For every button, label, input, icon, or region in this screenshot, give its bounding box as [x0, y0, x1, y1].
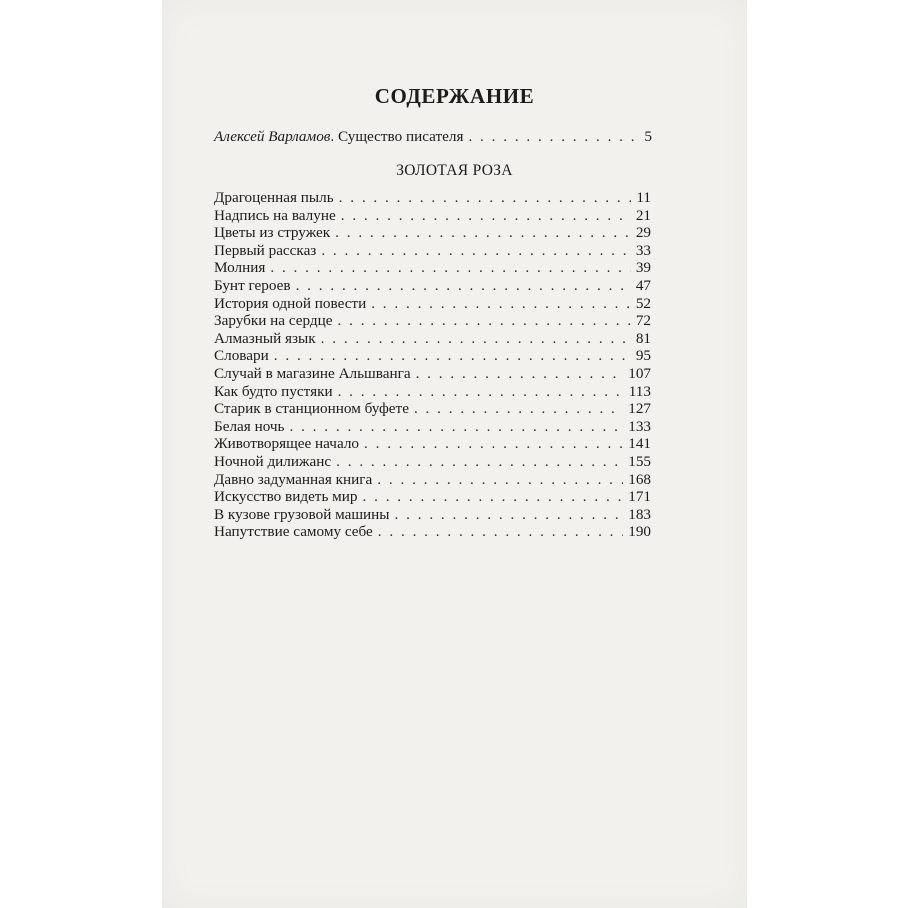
toc-entry-title: Белая ночь	[214, 417, 285, 435]
toc-list	[214, 189, 651, 541]
dot-leader	[289, 418, 623, 435]
toc-entry	[214, 224, 651, 242]
toc-entry	[214, 435, 651, 453]
toc-entry-title: Животворящее начало	[214, 435, 359, 453]
toc-entry-title: История одной повести	[214, 294, 367, 312]
toc-entry-title: Бунт героев	[214, 276, 291, 294]
toc-entry-title: Молния	[214, 259, 266, 277]
toc-entry-page: 155	[628, 452, 651, 470]
toc-entry	[214, 312, 651, 330]
dot-leader	[339, 189, 632, 206]
toc-entry-title: Давно задуманная книга	[214, 470, 373, 488]
toc-entry-title: Как будто пустяки	[214, 382, 333, 400]
dot-leader	[377, 471, 623, 488]
toc-entry-page: 52	[635, 294, 651, 312]
toc-entry-page: 33	[635, 241, 651, 259]
toc-entry	[214, 207, 651, 225]
toc-entry	[214, 488, 651, 506]
toc-entry-title: Случай в магазине Альшванга	[214, 364, 411, 382]
toc-entry-page: 39	[635, 259, 651, 277]
toc-entry-page: 72	[635, 312, 651, 330]
toc-entry-title: Напутствие самому себе	[214, 523, 373, 541]
dot-leader	[270, 259, 630, 276]
page-title: СОДЕРЖАНИЕ	[374, 84, 535, 108]
toc-entry-page: 11	[636, 189, 651, 206]
toc-entry	[214, 506, 651, 524]
toc-entry	[214, 259, 651, 277]
dot-leader	[336, 453, 623, 470]
dot-leader	[338, 312, 631, 329]
toc-entry-page: 5	[644, 128, 652, 145]
dot-leader	[414, 400, 623, 417]
toc-entry-page: 95	[635, 347, 651, 365]
toc-entry	[214, 365, 651, 383]
toc-entry-title: Цветы из стружек	[214, 224, 331, 242]
toc-entry-page: 113	[628, 382, 651, 400]
toc-entry-title: Алмазный язык	[214, 329, 316, 347]
toc-entry-page: 183	[628, 505, 651, 523]
dot-leader	[338, 383, 624, 400]
dot-leader	[378, 523, 623, 540]
toc-entry	[214, 383, 651, 401]
toc-entry-title: Первый рассказ	[214, 241, 317, 259]
toc-entry	[214, 453, 651, 471]
toc-entry	[214, 277, 651, 295]
dot-leader	[371, 295, 631, 312]
toc-entry	[214, 330, 651, 348]
toc-entry	[214, 242, 651, 260]
toc-entry-page: 127	[628, 400, 651, 418]
author-name: Алексей Варламов	[214, 128, 331, 145]
toc-entry-page: 47	[635, 276, 651, 294]
book-page	[162, 0, 747, 908]
section-title: ЗОЛОТАЯ РОЗА	[396, 162, 513, 179]
toc-entry-page: 81	[635, 329, 651, 347]
toc-entry	[214, 471, 651, 489]
dot-leader	[321, 242, 631, 259]
dot-leader	[395, 506, 624, 523]
dot-leader	[335, 224, 631, 241]
dot-leader	[341, 207, 631, 224]
toc-entry-intro	[214, 128, 652, 145]
dot-leader	[274, 347, 631, 364]
intro-title: . Существо писателя	[330, 128, 464, 145]
toc-entry-page: 141	[628, 435, 651, 453]
toc-entry-title: Ночной дилижанс	[214, 452, 332, 470]
toc-entry-title: В кузове грузовой машины	[214, 505, 390, 523]
toc-entry-page: 133	[628, 417, 651, 435]
toc-entry-title	[214, 128, 463, 145]
toc-entry-page: 107	[628, 364, 651, 382]
toc-entry	[214, 295, 651, 313]
dot-leader	[363, 488, 624, 505]
dot-leader	[468, 128, 639, 145]
toc-entry	[214, 189, 651, 207]
toc-entry	[214, 347, 651, 365]
toc-entry-title: Старик в станционном буфете	[214, 400, 409, 418]
dot-leader	[296, 277, 631, 294]
toc-entry-page: 168	[628, 470, 651, 488]
toc-entry-title: Искусство видеть мир	[214, 488, 358, 506]
toc-entry-page: 171	[628, 488, 651, 506]
dot-leader	[364, 435, 623, 452]
toc-entry-page: 21	[635, 206, 651, 224]
toc-entry	[214, 418, 651, 436]
toc-entry-title: Надпись на валуне	[214, 206, 336, 224]
toc-entry	[214, 400, 651, 418]
toc-entry-page: 29	[635, 224, 651, 242]
toc-entry-page: 190	[628, 523, 651, 541]
dot-leader	[321, 330, 631, 347]
toc-entry-title: Словари	[214, 347, 269, 365]
toc-entry-title: Зарубки на сердце	[214, 312, 333, 330]
dot-leader	[416, 365, 624, 382]
toc-entry-title: Драгоценная пыль	[214, 189, 334, 206]
toc-entry	[214, 523, 651, 541]
